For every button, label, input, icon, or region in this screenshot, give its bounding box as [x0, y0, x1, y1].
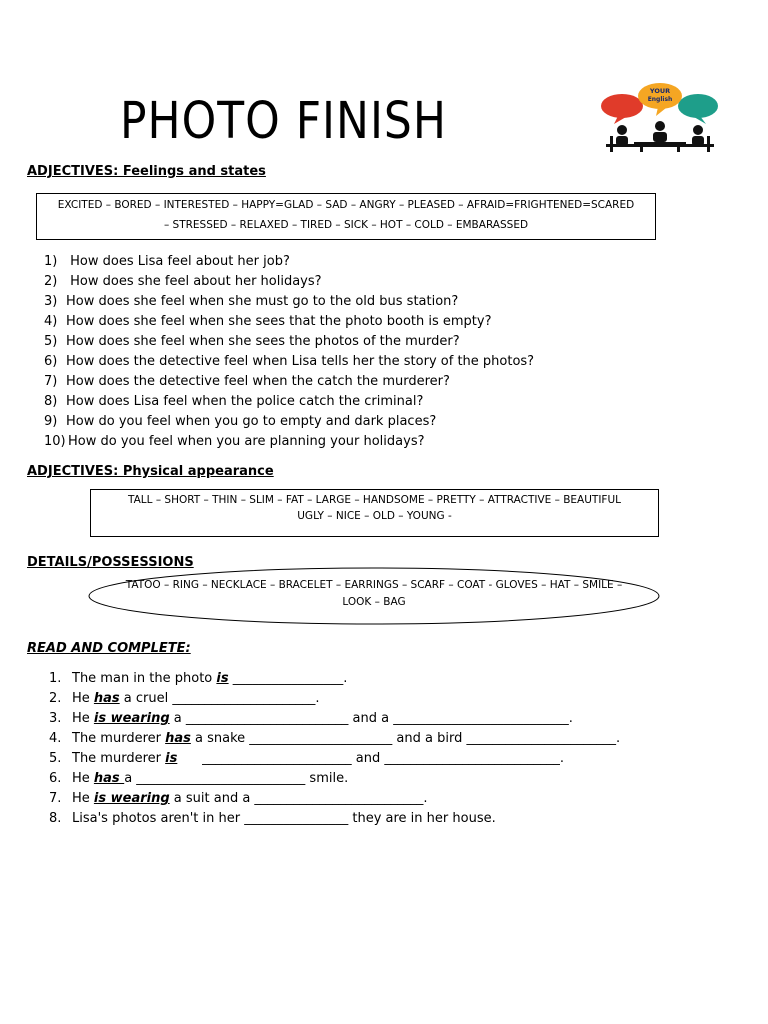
- feelings-word-box: [36, 193, 656, 240]
- question-item: 4) How does she feel when she sees that the photo booth is empty?: [44, 314, 492, 329]
- logo-text-your: YOUR: [649, 87, 671, 95]
- physical-word-box: [90, 489, 659, 537]
- complete-item: 8. Lisa's photos aren't in her ________________ they are in her house.: [49, 811, 496, 826]
- complete-item: 4. The murderer has a snake ______________________ and a bird _______________________.: [49, 731, 621, 746]
- complete-item: 1. The man in the photo is _________________.: [49, 671, 348, 686]
- question-item: 3) How does she feel when she must go to the old bus station?: [44, 294, 459, 309]
- complete-item: 6. He has a __________________________ smile.: [49, 771, 349, 786]
- logo-text-english: English: [647, 96, 673, 103]
- details-word-text: [88, 577, 660, 611]
- details-heading: DETAILS/POSSESSIONS: [27, 555, 194, 570]
- feelings-words-line2: – STRESSED – RELAXED – TIRED – SICK – HOT – COLD – EMBARASSED: [163, 219, 529, 231]
- question-item: 1) How does Lisa feel about her job?: [44, 254, 290, 269]
- question-item: 10) How do you feel when you are planning your holidays?: [44, 434, 425, 449]
- question-item: 2) How does she feel about her holidays?: [44, 274, 322, 289]
- physical-heading: ADJECTIVES: Physical appearance: [27, 464, 274, 479]
- complete-heading: READ AND COMPLETE:: [27, 641, 191, 656]
- complete-item: 7. He is wearing a suit and a __________________________.: [49, 791, 428, 806]
- physical-words-line2: UGLY – NICE – OLD – YOUNG -: [297, 510, 452, 522]
- complete-item: 2. He has a cruel ______________________.: [49, 691, 320, 706]
- page-title: PHOTO FINISH: [120, 92, 447, 151]
- speech-bubble-right: [678, 94, 718, 118]
- details-words-line1: TATOO – RING – NECKLACE – BRACELET – EARRINGS – SCARF – COAT - GLOVES – HAT – SMILE –: [125, 579, 623, 591]
- physical-words-line1: TALL – SHORT – THIN – SLIM – FAT – LARGE – HANDSOME – PRETTY – ATTRACTIVE – BEAUTIFUL: [128, 494, 621, 506]
- question-item: 6) How does the detective feel when Lisa tells her the story of the photos?: [44, 354, 535, 369]
- feelings-words-line1: EXCITED – BORED – INTERESTED – HAPPY=GLAD – SAD – ANGRY – PLEASED – AFRAID=FRIGHTENED=SCARED: [57, 199, 635, 211]
- feelings-heading: ADJECTIVES: Feelings and states: [27, 164, 266, 179]
- question-item: 9) How do you feel when you go to empty and dark places?: [44, 414, 437, 429]
- complete-item: 5. The murderer is _______________________ and ___________________________.: [49, 751, 564, 766]
- question-item: 5) How does she feel when she sees the photos of the murder?: [44, 334, 460, 349]
- question-item: 7) How does the detective feel when the catch the murderer?: [44, 374, 450, 389]
- your-english-logo: [600, 82, 720, 154]
- complete-item: 3. He is wearing a _________________________ and a ___________________________.: [49, 711, 573, 726]
- questions-list: [44, 252, 534, 452]
- people-icon: [606, 121, 714, 152]
- complete-list: [49, 669, 620, 829]
- details-words-line2: LOOK – BAG: [342, 596, 406, 608]
- question-item: 8) How does Lisa feel when the police catch the criminal?: [44, 394, 424, 409]
- speech-bubble-left: [601, 94, 643, 118]
